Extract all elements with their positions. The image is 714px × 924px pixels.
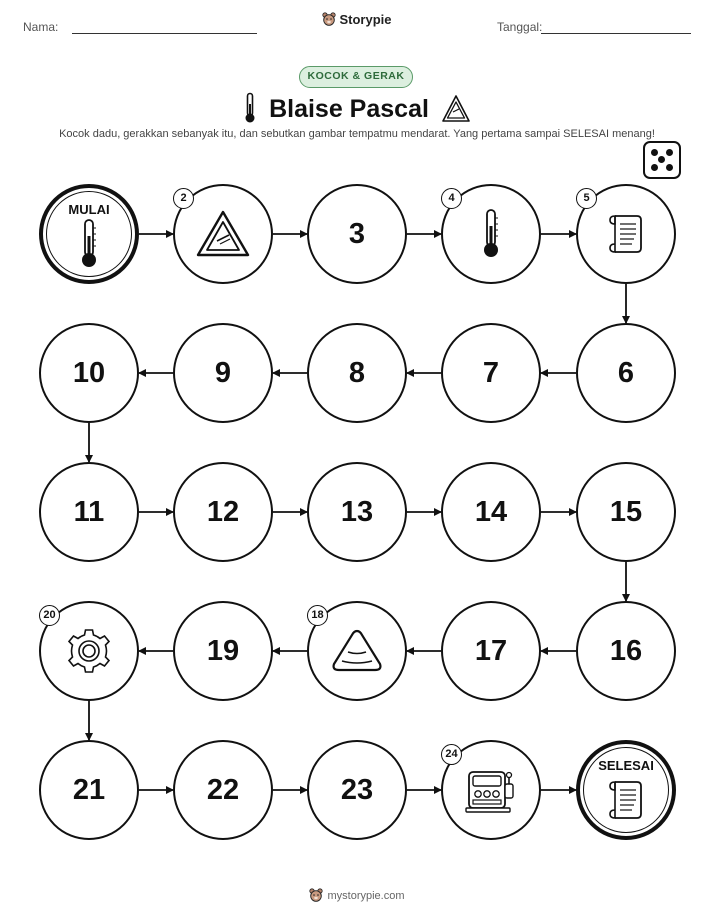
space-number: 22 <box>206 774 240 806</box>
space-11 <box>39 462 139 562</box>
space-number: 10 <box>72 357 106 389</box>
space-number-badge: 24 <box>441 744 462 765</box>
space-7 <box>441 323 541 423</box>
space-23 <box>307 740 407 840</box>
space-number: 19 <box>206 635 240 667</box>
name-label: Nama: <box>23 20 59 34</box>
space-9 <box>173 323 273 423</box>
space-12 <box>173 462 273 562</box>
space-8 <box>307 323 407 423</box>
activity-badge: KOCOK & GERAK <box>299 66 413 88</box>
space-20 <box>39 601 139 701</box>
footer <box>0 888 714 902</box>
space-number-badge: 2 <box>173 188 194 209</box>
space-22 <box>173 740 273 840</box>
title-text: Blaise Pascal <box>269 95 429 123</box>
space-number: 23 <box>340 774 374 806</box>
space-14 <box>441 462 541 562</box>
space-4 <box>441 184 541 284</box>
space-number-badge: 4 <box>441 188 462 209</box>
space-number: 17 <box>474 635 508 667</box>
space-number: 9 <box>214 357 232 389</box>
date-label: Tanggal: <box>497 20 543 34</box>
space-number: 3 <box>348 218 366 250</box>
space-number: 11 <box>73 496 105 528</box>
space-16 <box>576 601 676 701</box>
space-13 <box>307 462 407 562</box>
space-number: 12 <box>206 496 240 528</box>
space-17 <box>441 601 541 701</box>
space-19 <box>173 601 273 701</box>
space-number: 6 <box>617 357 635 389</box>
space-21 <box>39 740 139 840</box>
space-24 <box>441 740 541 840</box>
space-number: 8 <box>348 357 366 389</box>
space-number: 7 <box>482 357 500 389</box>
brand-name: Storypie <box>339 12 392 27</box>
space-mulai <box>39 184 139 284</box>
space-5 <box>576 184 676 284</box>
instructions: Kocok dadu, gerakkan sebanyak itu, dan sebutkan gambar tempatmu mendarat. Yang pertama sampai SELESAI menang! <box>59 128 655 140</box>
space-15 <box>576 462 676 562</box>
space-selesai <box>576 740 676 840</box>
space-number: 14 <box>474 496 508 528</box>
space-number-badge: 5 <box>576 188 597 209</box>
bear-logo-icon <box>309 888 323 902</box>
space-number: 13 <box>340 496 374 528</box>
space-label: SELESAI <box>598 758 654 773</box>
space-2 <box>173 184 273 284</box>
space-number-badge: 18 <box>307 605 328 626</box>
space-number: 15 <box>609 496 643 528</box>
space-number: 16 <box>609 635 643 667</box>
space-number-badge: 20 <box>39 605 60 626</box>
space-6 <box>576 323 676 423</box>
footer-site: mystorypie.com <box>327 890 405 902</box>
space-number: 21 <box>72 774 106 806</box>
space-3 <box>307 184 407 284</box>
space-18 <box>307 601 407 701</box>
space-10 <box>39 323 139 423</box>
space-label: MULAI <box>68 202 110 217</box>
